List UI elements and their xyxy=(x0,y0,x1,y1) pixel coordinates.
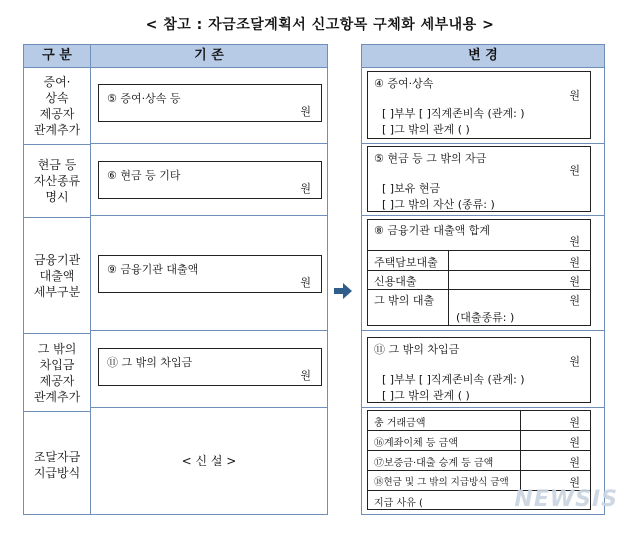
row-divider xyxy=(362,215,604,216)
payment-item-name: ⑯계좌이체 등 금액 xyxy=(374,438,458,449)
unit-label: 원 xyxy=(569,436,580,449)
existing-item-label: ⑤ 증여·상속 등 xyxy=(107,92,181,105)
loan-divider xyxy=(448,251,449,325)
loan-total-label: ⑧ 금융기관 대출액 합계 xyxy=(374,224,490,237)
loan-divider xyxy=(368,289,590,290)
unit-label: 원 xyxy=(569,476,580,489)
unit-label: 원 xyxy=(300,105,311,118)
arrow-right-icon xyxy=(334,283,352,299)
loan-item-name: 주택담보대출 xyxy=(374,256,438,269)
existing-item-box xyxy=(98,84,322,122)
loan-divider xyxy=(368,270,590,271)
payment-reason: 지급 사유 ( xyxy=(374,498,423,509)
relation-line: [ ]그 밖의 관계 ( ) xyxy=(382,389,470,402)
header-existing: 기 존 xyxy=(90,44,328,68)
loan-total-box xyxy=(367,219,591,251)
relation-line: [ ]부부 [ ]직계존비속 (관계: ) xyxy=(382,107,525,120)
loan-item-name: 그 밖의 대출 xyxy=(374,294,435,307)
unit-label: 원 xyxy=(569,256,580,269)
category-cell: 증여· 상속 제공자 관계추가 xyxy=(24,68,90,145)
unit-label: 원 xyxy=(569,416,580,429)
unit-label: 원 xyxy=(569,275,580,288)
category-cell: 조달자금 지급방식 xyxy=(33,450,81,480)
unit-label: 원 xyxy=(300,369,311,382)
category-cell: 현금 등 자산종류 명시 xyxy=(24,145,90,218)
category-column xyxy=(23,67,91,515)
asset-line: [ ]보유 현금 xyxy=(382,182,441,195)
cash-label: ⑤ 현금 등 그 밖의 자금 xyxy=(374,152,487,165)
category-cell: 그 밖의 차입금 제공자 관계추가 xyxy=(24,334,90,412)
existing-item-label: ⑨ 금융기관 대출액 xyxy=(107,263,199,276)
header-changed: 변 경 xyxy=(361,44,605,68)
asset-line: [ ]그 밖의 자산 (종류: ) xyxy=(382,198,495,211)
payment-item-name: ⑰보증금·대출 승계 등 금액 xyxy=(374,458,494,469)
newsis-watermark: NEWSIS xyxy=(514,487,618,512)
cash-box xyxy=(367,146,591,212)
loan-item-name: 신용대출 xyxy=(374,275,417,288)
payment-divider xyxy=(368,430,590,431)
unit-label: 원 xyxy=(569,355,580,368)
row-divider xyxy=(362,330,604,331)
unit-label: 원 xyxy=(300,276,311,289)
header-category: 구 분 xyxy=(23,44,91,68)
loan-detail-box xyxy=(367,250,591,326)
payment-item-name: 총 거래금액 xyxy=(374,418,426,429)
row-divider xyxy=(91,143,327,144)
row-divider xyxy=(362,143,604,144)
payment-divider xyxy=(368,450,590,451)
loan-type-line: (대출종류: ) xyxy=(456,311,515,324)
existing-item-box xyxy=(98,255,322,293)
unit-label: 원 xyxy=(569,456,580,469)
payment-divider xyxy=(368,470,590,471)
row-divider xyxy=(91,215,327,216)
row-divider xyxy=(362,407,604,408)
unit-label: 원 xyxy=(300,182,311,195)
unit-label: 원 xyxy=(569,294,580,307)
row-divider xyxy=(91,330,327,331)
gift-label: ④ 증여·상속 xyxy=(374,77,434,90)
borrow-box xyxy=(367,337,591,403)
unit-label: 원 xyxy=(569,89,580,102)
relation-line: [ ]그 밖의 관계 ( ) xyxy=(382,123,470,136)
category-cell: 금융기관 대출액 세부구분 xyxy=(24,218,90,334)
relation-line: [ ]부부 [ ]직계존비속 (관계: ) xyxy=(382,373,525,386)
existing-item-box xyxy=(98,348,322,386)
existing-item-label: ⑪ 그 밖의 차입금 xyxy=(107,356,193,369)
unit-label: 원 xyxy=(569,164,580,177)
gift-box xyxy=(367,71,591,139)
existing-item-label: ⑥ 현금 등 기타 xyxy=(107,169,181,182)
page-title: < 참고 : 자금조달계획서 신고항목 구체화 세부내용 > xyxy=(145,17,495,33)
unit-label: 원 xyxy=(569,235,580,248)
row-divider xyxy=(91,407,327,408)
payment-item-name: ⑱현금 및 그 밖의 지급방식 금액 xyxy=(374,477,509,488)
new-item-label: < 신 설 > xyxy=(181,454,237,468)
borrow-label: ⑪ 그 밖의 차입금 xyxy=(374,343,460,356)
existing-item-box xyxy=(98,161,322,199)
